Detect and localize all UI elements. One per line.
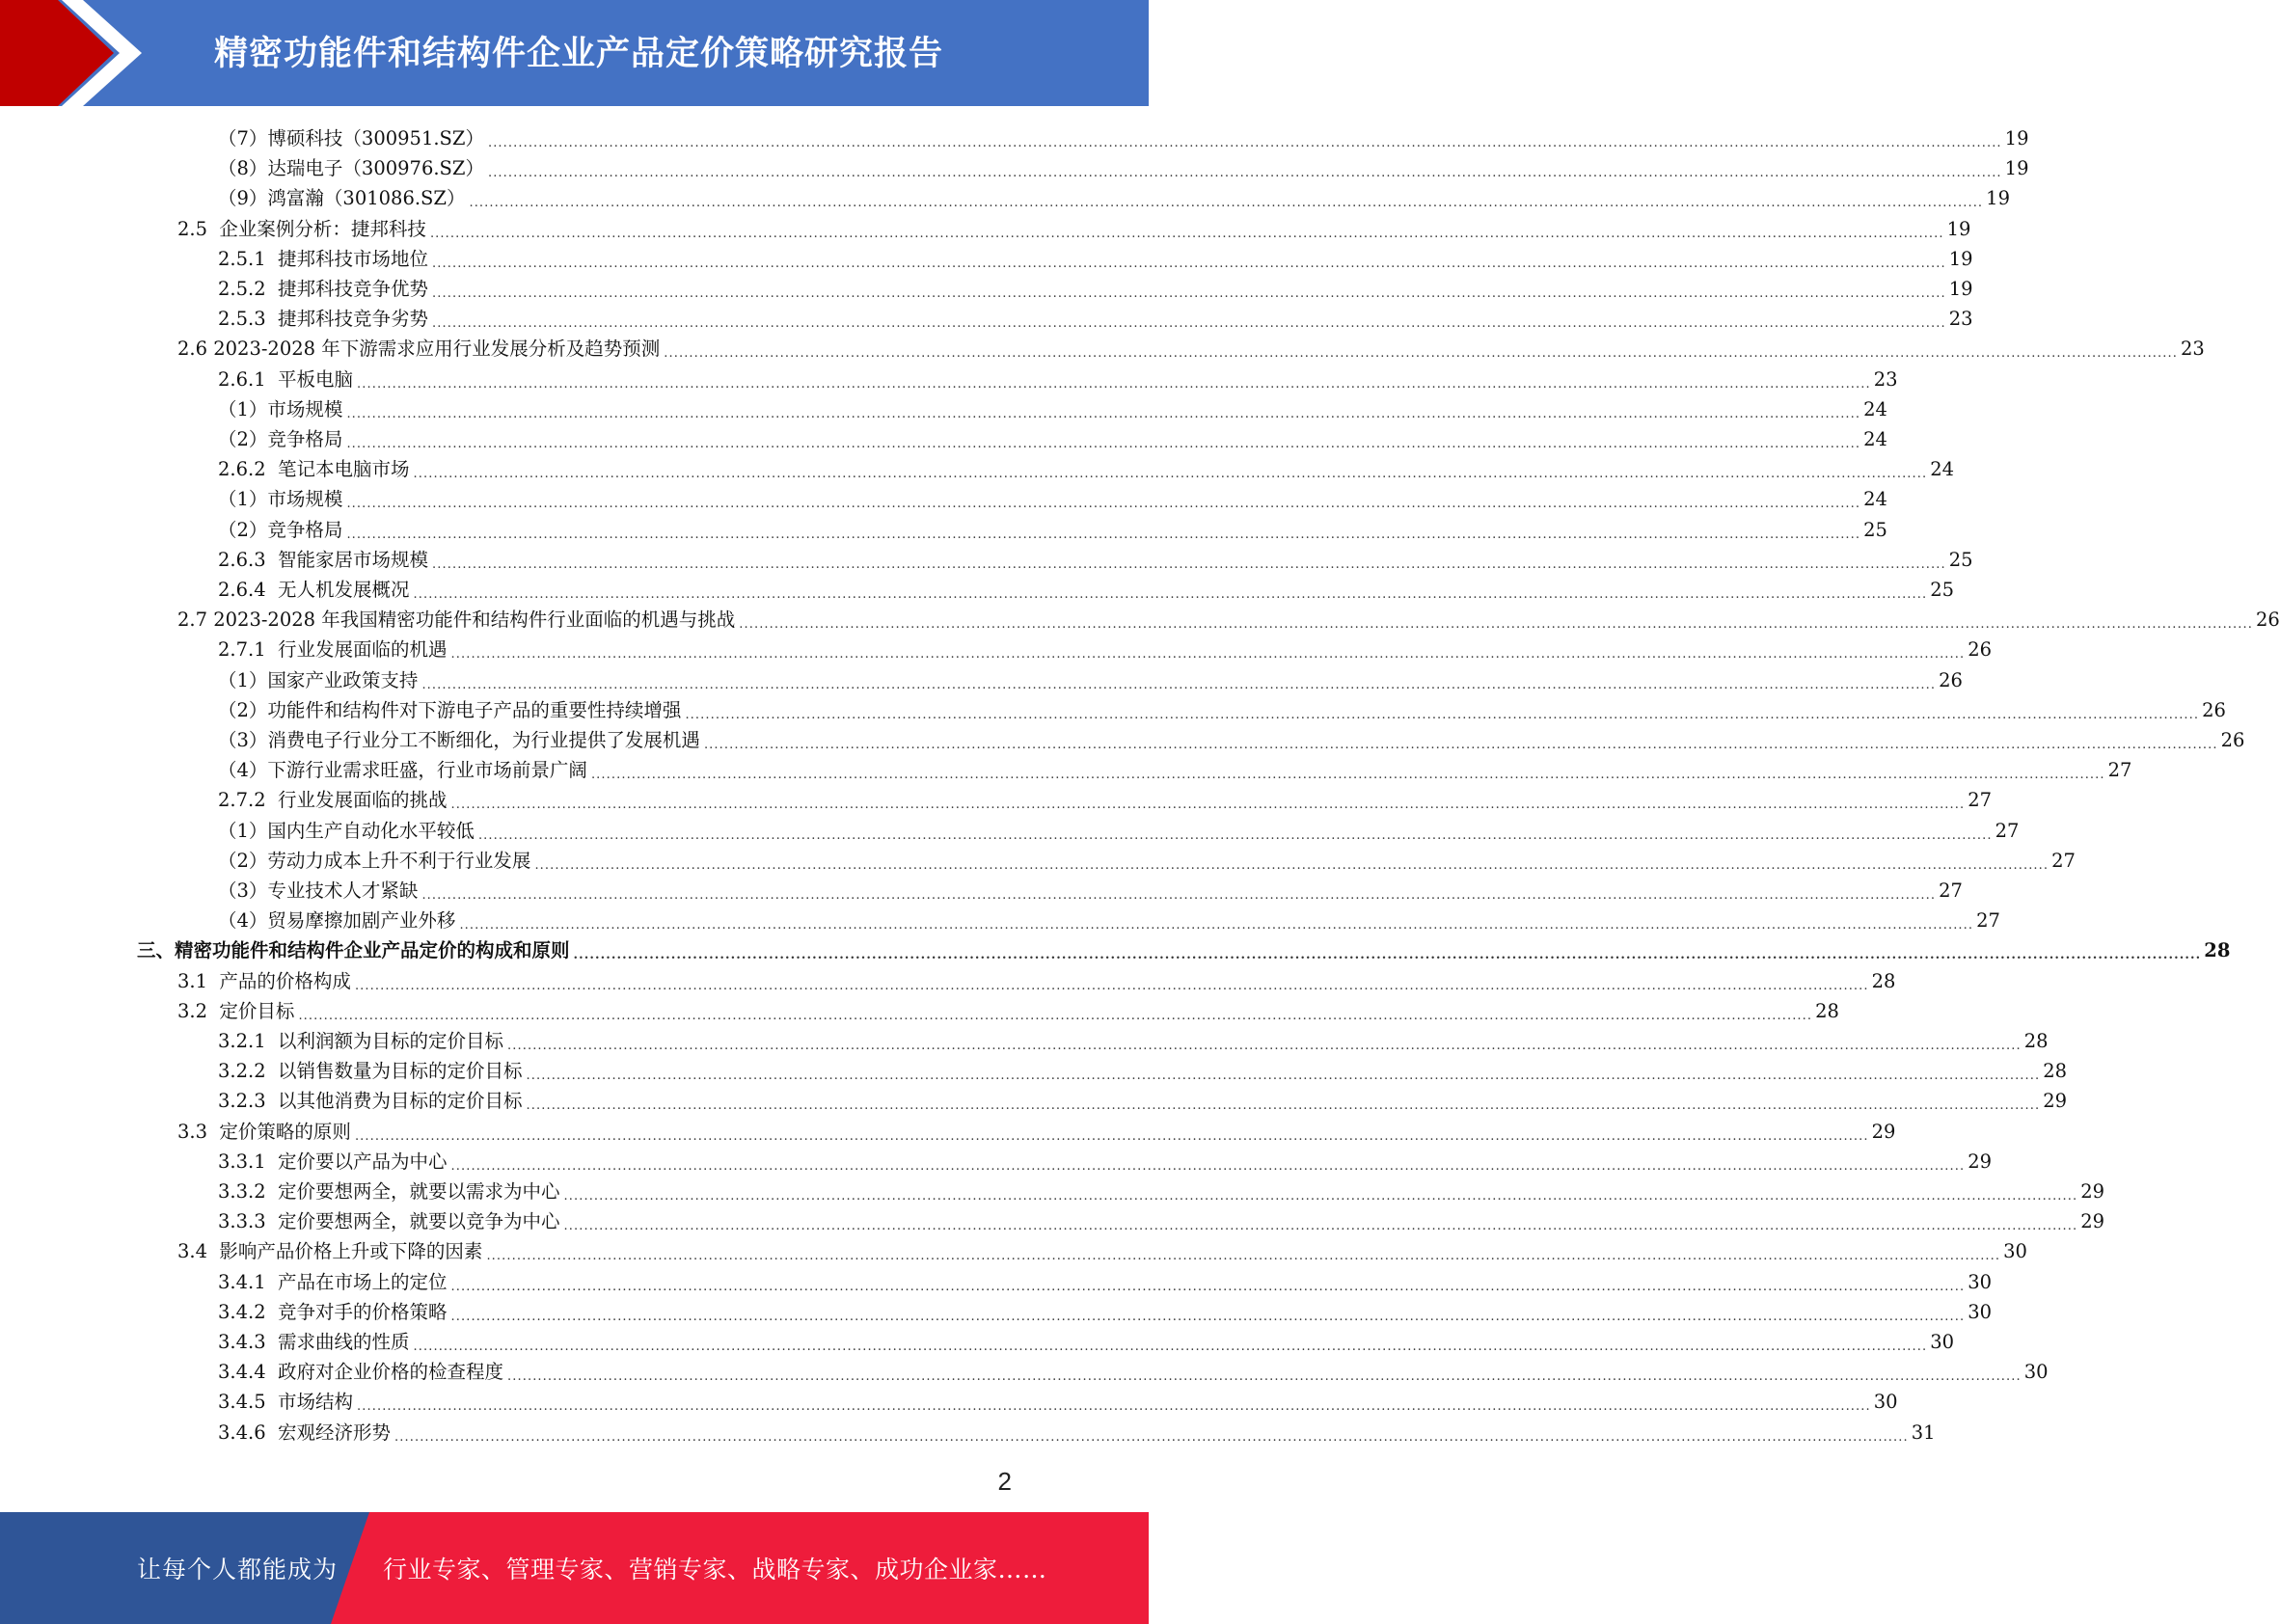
toc-entry-number: （3） [218, 880, 268, 902]
toc-entry-page: 27 [1939, 880, 1963, 902]
toc-dot-leader: ............................................................................................................................................................................................................................................................................................................ [450, 1279, 1966, 1294]
toc-entry-number: 2.5 [177, 217, 220, 240]
toc-entry-title: 产品在市场上的定位 [278, 1270, 448, 1293]
toc-entry-title: 定价要以产品为中心 [278, 1150, 448, 1173]
toc-entry-page: 24 [1863, 397, 1887, 420]
toc-entry[interactable] [218, 545, 1973, 575]
toc-entry-page: 30 [1930, 1331, 1955, 1353]
toc-entry[interactable] [177, 996, 1839, 1026]
toc-entry[interactable] [218, 304, 1973, 334]
toc-entry[interactable] [218, 1056, 2068, 1086]
toc-entry-page: 19 [1948, 247, 1973, 270]
toc-entry[interactable] [177, 966, 1896, 996]
toc-entry-page: 27 [1976, 909, 2000, 933]
report-title: 精密功能件和结构件企业产品定价策略研究报告 [214, 35, 944, 73]
toc-dot-leader: ............................................................................................................................................................................................................................................................................................................ [450, 798, 1966, 813]
toc-entry-number: 3.3.1 [218, 1150, 279, 1173]
toc-entry-number: 三、 [137, 939, 176, 962]
toc-entry-page: 30 [2023, 1361, 2049, 1384]
toc-entry-page: 29 [2043, 1090, 2068, 1113]
toc-entry-number: （1） [218, 668, 268, 691]
toc-dot-leader: ............................................................................................................................................................................................................................................................................................................ [354, 978, 1869, 993]
toc-entry-page: 29 [1968, 1150, 1993, 1173]
page-header [0, 0, 1149, 106]
toc-entry-title: 行业发展面临的挑战 [278, 789, 448, 812]
toc-entry-title: 竞争格局 [267, 518, 343, 541]
toc-dot-leader: ............................................................................................................................................................................................................................................................................................................ [450, 1309, 1966, 1324]
toc-entry-title: 行业发展面临的机遇 [278, 638, 448, 662]
toc-entry-page: 27 [1995, 819, 2020, 842]
toc-entry-title: 贸易摩擦加剧产业外移 [267, 909, 456, 933]
toc-entry-number: （4） [218, 909, 268, 933]
toc-entry-title: 竞争对手的价格策略 [278, 1300, 448, 1323]
toc-dot-leader: ............................................................................................................................................................................................................................................................................................................ [563, 1219, 2078, 1234]
toc-entry-page: 28 [2043, 1060, 2068, 1083]
toc-dot-leader: ............................................................................................................................................................................................................................................................................................................ [573, 948, 2202, 963]
toc-entry-page: 26 [1939, 668, 1963, 691]
toc-entry[interactable] [177, 334, 2205, 364]
toc-entry-title: 定价目标 [219, 999, 295, 1022]
toc-entry-title: 需求曲线的性质 [278, 1331, 410, 1353]
toc-entry-title: 国家产业政策支持 [267, 668, 419, 691]
footer-slogan-left: 让每个人都能成为 [137, 1556, 339, 1583]
toc-dot-leader: ............................................................................................................................................................................................................................................................................................................ [432, 316, 1946, 332]
toc-entry-title: 平板电脑 [278, 367, 354, 391]
toc-entry-page: 28 [2023, 1030, 2049, 1052]
toc-entry[interactable] [218, 695, 2226, 725]
toc-dot-leader: ............................................................................................................................................................................................................................................................................................................ [413, 587, 1928, 602]
toc-entry[interactable] [218, 183, 2010, 213]
toc-dot-leader: ............................................................................................................................................................................................................................................................................................................ [450, 1158, 1966, 1174]
toc-entry[interactable] [218, 1387, 1898, 1417]
toc-entry-title: 企业案例分析：捷邦科技 [219, 217, 426, 240]
toc-entry-title: 宏观经济形势 [278, 1421, 392, 1444]
toc-entry-page: 24 [1863, 428, 1887, 450]
toc-entry[interactable] [218, 1177, 2105, 1206]
toc-entry-page: 28 [1815, 999, 1839, 1022]
toc-entry-number: （9） [218, 187, 268, 210]
toc-entry-page: 29 [2080, 1180, 2105, 1203]
toc-entry-title: 市场规模 [267, 397, 343, 420]
toc-dot-leader: ............................................................................................................................................................................................................................................................................................................ [563, 1189, 2078, 1204]
toc-dot-leader: ............................................................................................................................................................................................................................................................................................................ [477, 827, 1993, 843]
toc-entry-number: （2） [218, 849, 268, 872]
toc-entry-number: （8） [218, 157, 268, 180]
toc-dot-leader: ............................................................................................................................................................................................................................................................................................................ [346, 406, 1861, 421]
toc-entry-number: 3.4.6 [218, 1421, 279, 1444]
toc-dot-leader: ............................................................................................................................................................................................................................................................................................................ [394, 1429, 1909, 1445]
toc-entry-number: 2.7.1 [218, 638, 279, 662]
toc-entry-title: 达瑞电子（300976.SZ） [267, 157, 484, 180]
toc-entry[interactable] [218, 515, 1887, 545]
toc-entry-page: 23 [2180, 338, 2205, 361]
toc-entry[interactable] [218, 1327, 1955, 1357]
toc-entry-number: （1） [218, 488, 268, 511]
toc-entry-number: 2.7.2 [218, 789, 279, 812]
toc-entry-page: 19 [2004, 157, 2029, 180]
toc-entry-title: 捷邦科技市场地位 [278, 247, 429, 270]
toc-entry-title: 下游行业需求旺盛，行业市场前景广阔 [267, 759, 587, 782]
toc-entry-title: 以其他消费为目标的定价目标 [278, 1090, 523, 1113]
toc-entry-number: 2.6.2 [218, 458, 279, 481]
toc-entry-number: 3.2.2 [218, 1060, 279, 1083]
toc-entry[interactable] [218, 484, 1887, 514]
toc-dot-leader: ............................................................................................................................................................................................................................................................................................................ [486, 1249, 2001, 1264]
toc-dot-leader: ............................................................................................................................................................................................................................................................................................................ [432, 556, 1946, 572]
toc-entry-title: 博硕科技（300951.SZ） [267, 127, 484, 149]
toc-entry-title: 鸿富瀚（301086.SZ） [267, 187, 466, 210]
toc-entry-number: 2.7 [177, 609, 214, 632]
toc-entry[interactable] [218, 1418, 1936, 1448]
toc-entry-page: 26 [1968, 638, 1993, 662]
toc-entry-title: 精密功能件和结构件企业产品定价的构成和原则 [175, 939, 570, 962]
toc-entry[interactable] [177, 1117, 1896, 1147]
toc-entry-number: 2.6.3 [218, 548, 279, 571]
toc-entry-number: 3.4.5 [218, 1391, 279, 1414]
toc-entry-page: 25 [1948, 548, 1973, 571]
toc-entry-page: 19 [1986, 187, 2010, 210]
toc-dot-leader: ............................................................................................................................................................................................................................................................................................................ [450, 647, 1966, 663]
toc-entry-number: （3） [218, 729, 268, 751]
toc-entry[interactable] [218, 1026, 2049, 1056]
toc-entry-page: 31 [1911, 1421, 1936, 1444]
toc-dot-leader: ............................................................................................................................................................................................................................................................................................................ [346, 497, 1861, 512]
toc-entry-title: 笔记本电脑市场 [278, 458, 410, 481]
toc-entry-page: 26 [2255, 609, 2280, 632]
toc-entry-number: 2.5.1 [218, 247, 279, 270]
toc-entry-page: 30 [1968, 1300, 1993, 1323]
toc-entry[interactable] [218, 785, 1993, 815]
toc-dot-leader: ............................................................................................................................................................................................................................................................................................................ [526, 1069, 2041, 1084]
toc-dot-leader: ............................................................................................................................................................................................................................................................................................................ [703, 738, 2218, 752]
toc-entry-page: 27 [1968, 789, 1993, 812]
toc-entry-title: 消费电子行业分工不断细化，为行业提供了发展机遇 [267, 729, 700, 751]
toc-entry-title: 无人机发展概况 [278, 579, 410, 601]
toc-entry-number: （2） [218, 518, 268, 541]
toc-entry[interactable] [177, 605, 2280, 635]
toc-entry-page: 23 [1948, 308, 1973, 331]
toc-entry-number: 3.3.3 [218, 1210, 279, 1233]
toc-entry[interactable] [218, 274, 1973, 304]
toc-entry-page: 27 [2107, 759, 2132, 782]
toc-entry-number: 3.4.4 [218, 1361, 279, 1384]
toc-dot-leader: ............................................................................................................................................................................................................................................................................................................ [421, 677, 1937, 692]
toc-entry[interactable] [218, 665, 1963, 695]
toc-entry-title: 以利润额为目标的定价目标 [278, 1030, 504, 1052]
toc-entry-page: 25 [1863, 518, 1887, 541]
toc-entry-number: （4） [218, 759, 268, 782]
toc-entry-title: 定价要想两全，就要以需求为中心 [278, 1180, 560, 1203]
toc-entry-title: 专业技术人才紧缺 [267, 880, 419, 902]
toc-entry[interactable] [218, 575, 1955, 605]
toc-entry[interactable] [218, 1206, 2105, 1236]
toc-entry-title: 定价要想两全，就要以竞争为中心 [278, 1210, 560, 1233]
toc-entry[interactable] [218, 424, 1887, 454]
toc-entry-title: 国内生产自动化水平较低 [267, 819, 475, 842]
toc-dot-leader: ............................................................................................................................................................................................................................................................................................................ [413, 467, 1928, 482]
toc-dot-leader: ............................................................................................................................................................................................................................................................................................................ [526, 1098, 2041, 1114]
toc-entry[interactable] [218, 635, 1993, 664]
toc-entry-title: 产品的价格构成 [219, 969, 351, 992]
toc-entry-number: 2.6.4 [218, 579, 279, 601]
toc-dot-leader: ............................................................................................................................................................................................................................................................................................................ [357, 1399, 1871, 1415]
toc-entry[interactable] [218, 1297, 1993, 1327]
toc-dot-leader: ............................................................................................................................................................................................................................................................................................................ [739, 617, 2253, 633]
toc-entry-number: 3.4.2 [218, 1300, 279, 1323]
toc-entry-page: 24 [1863, 488, 1887, 511]
toc-entry-number: （2） [218, 428, 268, 450]
toc-entry-page: 26 [2202, 698, 2226, 721]
toc-entry-title: 竞争格局 [267, 428, 343, 450]
toc-entry-title: 政府对企业价格的检查程度 [278, 1361, 504, 1384]
toc-entry-page: 27 [2051, 849, 2076, 872]
toc-entry[interactable] [218, 846, 2076, 876]
toc-entry-page: 30 [1968, 1270, 1993, 1293]
page-footer [0, 1512, 1149, 1624]
toc-dot-leader: ............................................................................................................................................................................................................................................................................................................ [590, 768, 2105, 783]
toc-entry-title: 智能家居市场规模 [278, 548, 429, 571]
toc-dot-leader: ............................................................................................................................................................................................................................................................................................................ [298, 1008, 1813, 1023]
toc-dot-leader: ............................................................................................................................................................................................................................................................................................................ [429, 226, 1944, 241]
toc-entry-number: （1） [218, 819, 268, 842]
toc-entry-number: 3.4 [177, 1240, 220, 1263]
toc-entry-page: 23 [1873, 367, 1898, 391]
toc-entry[interactable] [218, 454, 1955, 484]
toc-dot-leader: ............................................................................................................................................................................................................................................................................................................ [507, 1369, 2022, 1385]
toc-entry-page: 19 [1948, 278, 1973, 300]
toc-dot-leader: ............................................................................................................................................................................................................................................................................................................ [469, 196, 1984, 211]
toc-dot-leader: ............................................................................................................................................................................................................................................................................................................ [459, 918, 1974, 934]
toc-entry-number: 3.2.3 [218, 1090, 279, 1113]
toc-dot-leader: ............................................................................................................................................................................................................................................................................................................ [346, 437, 1861, 451]
toc-entry-title: 劳动力成本上升不利于行业发展 [267, 849, 531, 872]
page-number: 2 [997, 1467, 1012, 1496]
toc-entry[interactable] [218, 816, 2020, 846]
toc-entry-number: （1） [218, 397, 268, 420]
toc-entry-number: 3.2 [177, 999, 220, 1022]
toc-entry[interactable] [218, 153, 2029, 183]
toc-dot-leader: ............................................................................................................................................................................................................................................................................................................ [685, 707, 2200, 722]
toc-dot-leader: ............................................................................................................................................................................................................................................................................................................ [487, 136, 2002, 150]
toc-entry[interactable] [218, 365, 1898, 394]
toc-entry[interactable] [218, 394, 1887, 424]
toc-entry[interactable] [137, 935, 2231, 965]
toc-dot-leader: ............................................................................................................................................................................................................................................................................................................ [413, 1340, 1928, 1354]
toc-entry-number: （7） [218, 127, 268, 149]
toc-entry-title: 市场规模 [267, 488, 343, 511]
toc-entry[interactable] [218, 244, 1973, 274]
toc-entry-title: 2023-2028 年下游需求应用行业发展分析及趋势预测 [213, 338, 661, 361]
toc-entry-title: 市场结构 [278, 1391, 354, 1414]
toc-entry-title: 2023-2028 年我国精密功能件和结构件行业面临的机遇与挑战 [213, 609, 736, 632]
toc-entry-page: 19 [2004, 127, 2029, 149]
toc-entry-title: 捷邦科技竞争劣势 [278, 308, 429, 331]
toc-dot-leader: ............................................................................................................................................................................................................................................................................................................ [421, 888, 1937, 903]
toc-entry-page: 28 [2204, 939, 2231, 962]
toc-dot-leader: ............................................................................................................................................................................................................................................................................................................ [664, 346, 2178, 362]
toc-entry[interactable] [218, 1267, 1993, 1297]
toc-entry-number: 3.2.1 [218, 1030, 279, 1052]
toc-entry-title: 捷邦科技竞争优势 [278, 278, 429, 300]
toc-entry-page: 29 [1871, 1120, 1896, 1143]
toc-entry-number: 3.4.1 [218, 1270, 279, 1293]
toc-entry-page: 30 [2003, 1240, 2027, 1263]
header-arrow-decoration [0, 0, 193, 106]
toc-entry-number: 3.3 [177, 1120, 220, 1143]
footer-slogan-right: 行业专家、管理专家、营销专家、战略专家、成功企业家…… [383, 1556, 1047, 1583]
toc-entry[interactable] [218, 1357, 2049, 1387]
toc-dot-leader: ............................................................................................................................................................................................................................................................................................................ [507, 1039, 2022, 1053]
toc-entry-page: 26 [2220, 729, 2245, 751]
toc-dot-leader: ............................................................................................................................................................................................................................................................................................................ [357, 376, 1871, 392]
toc-entry-number: 2.6 [177, 338, 214, 361]
toc-entry[interactable] [218, 906, 2000, 935]
toc-entry-title: 定价策略的原则 [219, 1120, 351, 1143]
toc-entry-title: 功能件和结构件对下游电子产品的重要性持续增强 [267, 698, 682, 721]
toc-dot-leader: ............................................................................................................................................................................................................................................................................................................ [534, 857, 2049, 873]
toc-dot-leader: ............................................................................................................................................................................................................................................................................................................ [487, 166, 2002, 181]
toc-entry-number: （2） [218, 698, 268, 721]
toc-dot-leader: ............................................................................................................................................................................................................................................................................................................ [432, 286, 1946, 301]
toc-dot-leader: ............................................................................................................................................................................................................................................................................................................ [346, 527, 1861, 542]
toc-entry[interactable] [218, 1147, 1993, 1177]
toc-entry-number: 2.5.2 [218, 278, 279, 300]
toc-entry[interactable] [218, 123, 2029, 153]
toc-entry[interactable] [218, 876, 1963, 906]
toc-entry-number: 2.6.1 [218, 367, 279, 391]
toc-entry-page: 19 [1946, 217, 1971, 240]
toc-dot-leader: ............................................................................................................................................................................................................................................................................................................ [354, 1128, 1869, 1144]
toc-entry-number: 3.4.3 [218, 1331, 279, 1353]
toc-entry-page: 25 [1930, 579, 1955, 601]
toc-entry-number: 2.5.3 [218, 308, 279, 331]
toc-entry-title: 以销售数量为目标的定价目标 [278, 1060, 523, 1083]
toc-entry[interactable] [218, 725, 2245, 755]
toc-entry-page: 30 [1873, 1391, 1898, 1414]
toc-entry[interactable] [177, 1236, 2027, 1266]
toc-entry-number: 3.3.2 [218, 1180, 279, 1203]
toc-entry[interactable] [218, 755, 2132, 785]
toc-entry-page: 29 [2080, 1210, 2105, 1233]
toc-entry[interactable] [177, 214, 1971, 244]
toc-entry-page: 24 [1930, 458, 1955, 481]
toc-dot-leader: ............................................................................................................................................................................................................................................................................................................ [432, 256, 1946, 271]
toc-entry-title: 影响产品价格上升或下降的因素 [219, 1240, 483, 1263]
toc-entry-number: 3.1 [177, 969, 220, 992]
toc-entry-page: 28 [1871, 969, 1896, 992]
toc-entry[interactable] [218, 1086, 2068, 1116]
